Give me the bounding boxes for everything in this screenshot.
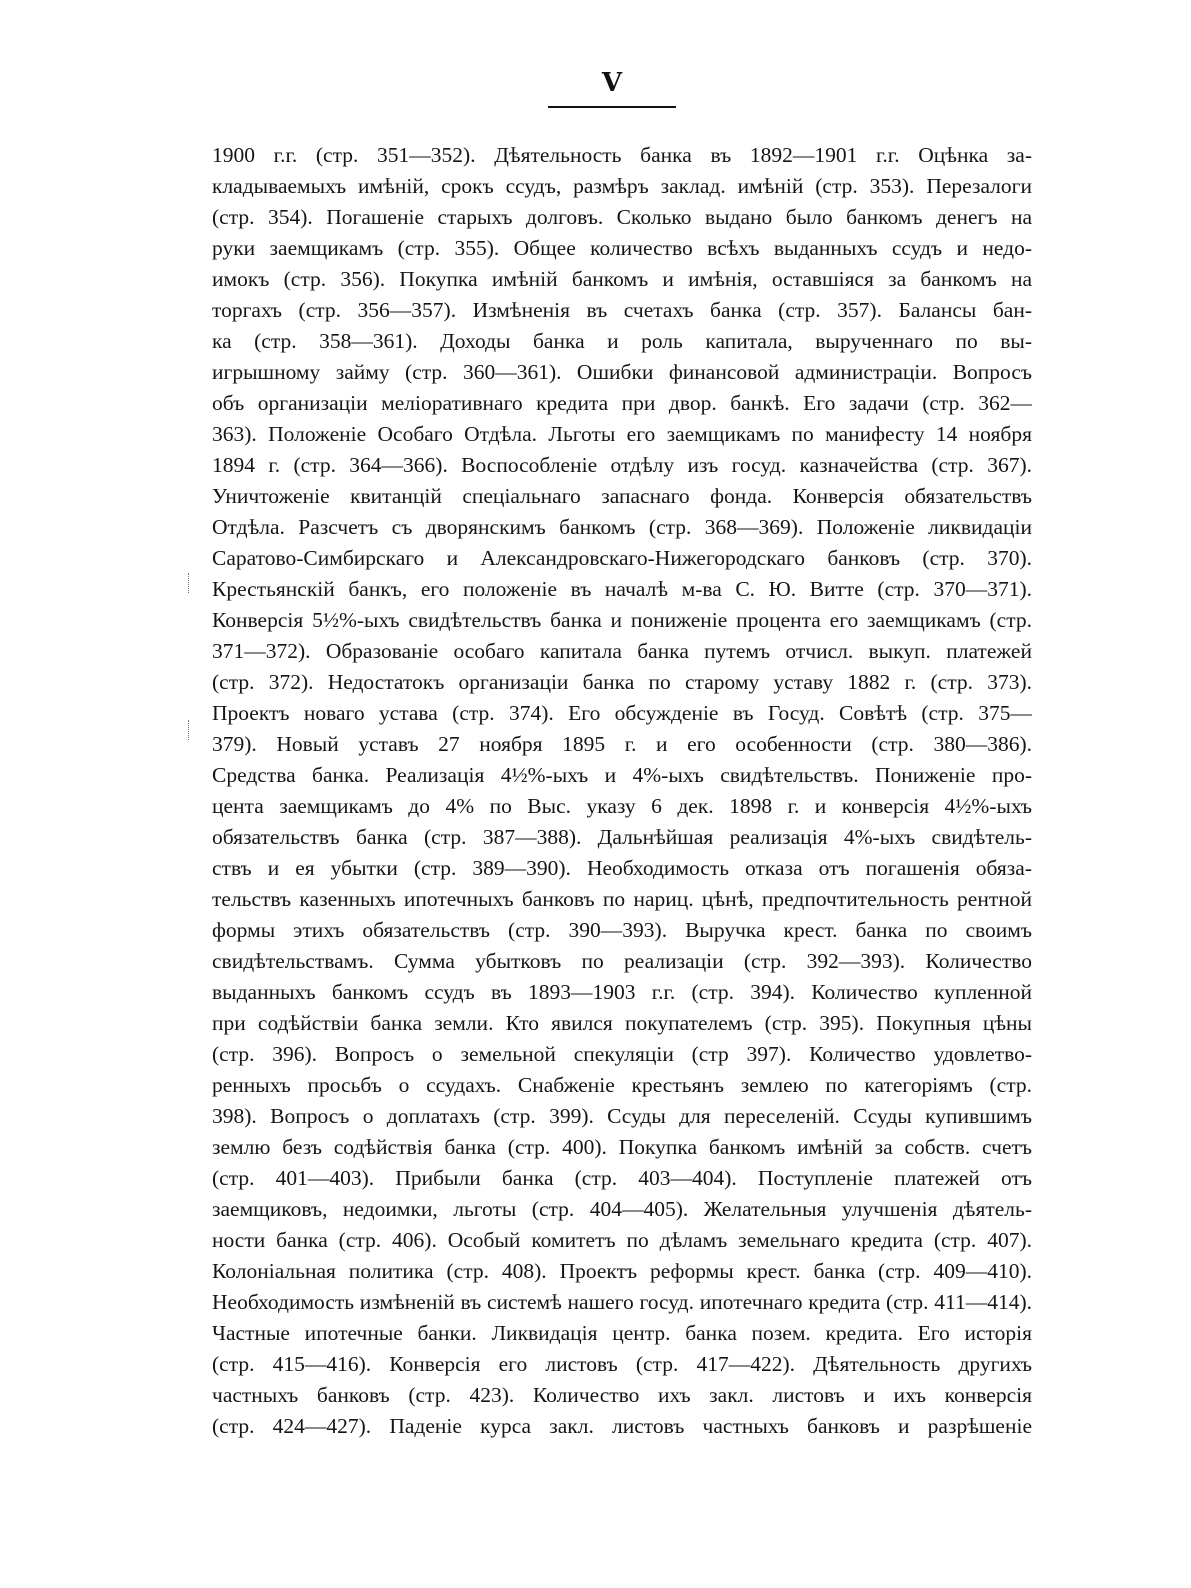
page-number: V xyxy=(601,68,623,98)
text-line: Саратово-Симбирскаго и Александровскаго-Нижегородскаго банковъ (стр. 370). xyxy=(212,546,1032,570)
text-line: 363). Положеніе Особаго Отдѣла. Льготы его заемщикамъ по манифесту 14 ноября xyxy=(212,422,1032,446)
text-line: Уничтоженіе квитанцій спеціальнаго запаснаго фонда. Конверсія обязательствъ xyxy=(212,484,1032,508)
text-line: Колоніальная политика (стр. 408). Проектъ реформы крест. банка (стр. 409—410). xyxy=(212,1259,1032,1283)
page-header xyxy=(548,68,676,108)
text-line: 1900 г.г. (стр. 351—352). Дѣятельность банка въ 1892—1901 г.г. Оцѣнка за- xyxy=(212,143,1032,167)
text-line: Частные ипотечные банки. Ликвидація центр. банка позем. кредита. Его исторія xyxy=(212,1321,1032,1345)
text-line: частныхъ банковъ (стр. 423). Количество ихъ закл. листовъ и ихъ конверсія xyxy=(212,1383,1032,1407)
body-text xyxy=(212,140,1032,1442)
text-line: (стр. 401—403). Прибыли банка (стр. 403—404). Поступленіе платежей отъ xyxy=(212,1166,1032,1190)
text-line: выданныхъ банкомъ ссудъ въ 1893—1903 г.г. (стр. 394). Количество купленной xyxy=(212,980,1032,1004)
text-line: 398). Вопросъ о доплатахъ (стр. 399). Ссуды для переселеній. Ссуды купившимъ xyxy=(212,1104,1032,1128)
text-line: Необходимость измѣненій въ системѣ нашего госуд. ипотечнаго кредита (стр. 411—414). xyxy=(212,1290,1032,1314)
text-line: кладываемыхъ имѣній, срокъ ссудъ, размѣръ заклад. имѣній (стр. 353). Перезалоги xyxy=(212,174,1032,198)
text-line: 371—372). Образованіе особаго капитала банка путемъ отчисл. выкуп. платежей xyxy=(212,639,1032,663)
margin-mark xyxy=(188,720,191,740)
text-line: 1894 г. (стр. 364—366). Воспособленіе отдѣлу изъ госуд. казначейства (стр. 367). xyxy=(212,453,1032,477)
text-line: ка (стр. 358—361). Доходы банка и роль капитала, вырученнаго по вы- xyxy=(212,329,1032,353)
text-line: ствъ и ея убытки (стр. 389—390). Необходимость отказа отъ погашенія обяза- xyxy=(212,856,1032,880)
text-line: Средства банка. Реализація 4½%-ыхъ и 4%-ыхъ свидѣтельствъ. Пониженіе про- xyxy=(212,763,1032,787)
margin-mark xyxy=(188,573,191,593)
header-rule xyxy=(548,106,676,108)
text-line: (стр. 396). Вопросъ о земельной спекуляціи (стр 397). Количество удовлетво- xyxy=(212,1042,1032,1066)
text-line: имокъ (стр. 356). Покупка имѣній банкомъ и имѣнія, оставшіяся за банкомъ на xyxy=(212,267,1032,291)
text-line: (стр. 424—427). Паденіе курса закл. листовъ частныхъ банковъ и разрѣшеніе xyxy=(212,1414,1032,1438)
text-line: цента заемщикамъ до 4% по Выс. указу 6 дек. 1898 г. и конверсія 4½%-ыхъ xyxy=(212,794,1032,818)
text-line: свидѣтельствамъ. Сумма убытковъ по реализаціи (стр. 392—393). Количество xyxy=(212,949,1032,973)
text-line: Крестьянскій банкъ, его положеніе въ началѣ м-ва С. Ю. Витте (стр. 370—371). xyxy=(212,577,1032,601)
text-line: при содѣйствіи банка земли. Кто явился покупателемъ (стр. 395). Покупныя цѣны xyxy=(212,1011,1032,1035)
text-line: торгахъ (стр. 356—357). Измѣненія въ счетахъ банка (стр. 357). Балансы бан- xyxy=(212,298,1032,322)
text-line: (стр. 372). Недостатокъ организаціи банка по старому уставу 1882 г. (стр. 373). xyxy=(212,670,1032,694)
text-line: ренныхъ просьбъ о ссудахъ. Снабженіе крестьянъ землею по категоріямъ (стр. xyxy=(212,1073,1032,1097)
text-line: (стр. 354). Погашеніе старыхъ долговъ. Сколько выдано было банкомъ денегъ на xyxy=(212,205,1032,229)
text-line: обязательствъ банка (стр. 387—388). Дальнѣйшая реализація 4%-ыхъ свидѣтель- xyxy=(212,825,1032,849)
text-line: ности банка (стр. 406). Особый комитетъ по дѣламъ земельнаго кредита (стр. 407). xyxy=(212,1228,1032,1252)
text-line: (стр. 415—416). Конверсія его листовъ (стр. 417—422). Дѣятельность другихъ xyxy=(212,1352,1032,1376)
text-line: объ организаціи меліоративнаго кредита при двор. банкѣ. Его задачи (стр. 362— xyxy=(212,391,1032,415)
text-line: Проектъ новаго устава (стр. 374). Его обсужденіе въ Госуд. Совѣтѣ (стр. 375— xyxy=(212,701,1032,725)
text-line: заемщиковъ, недоимки, льготы (стр. 404—405). Желательныя улучшенія дѣятель- xyxy=(212,1197,1032,1221)
text-line: формы этихъ обязательствъ (стр. 390—393). Выручка крест. банка по своимъ xyxy=(212,918,1032,942)
text-line: тельствъ казенныхъ ипотечныхъ банковъ по нариц. цѣнѣ, предпочтительность рентной xyxy=(212,887,1032,911)
text-line: землю безъ содѣйствія банка (стр. 400). Покупка банкомъ имѣній за собств. счетъ xyxy=(212,1135,1032,1159)
text-line: Конверсія 5½%-ыхъ свидѣтельствъ банка и пониженіе процента его заемщикамъ (стр. xyxy=(212,608,1032,632)
text-line: руки заемщикамъ (стр. 355). Общее количество всѣхъ выданныхъ ссудъ и недо- xyxy=(212,236,1032,260)
text-line: игрышному займу (стр. 360—361). Ошибки финансовой администраціи. Вопросъ xyxy=(212,360,1032,384)
text-line: 379). Новый уставъ 27 ноября 1895 г. и его особенности (стр. 380—386). xyxy=(212,732,1032,756)
text-line: Отдѣла. Разсчетъ съ дворянскимъ банкомъ (стр. 368—369). Положеніе ликвидаціи xyxy=(212,515,1032,539)
